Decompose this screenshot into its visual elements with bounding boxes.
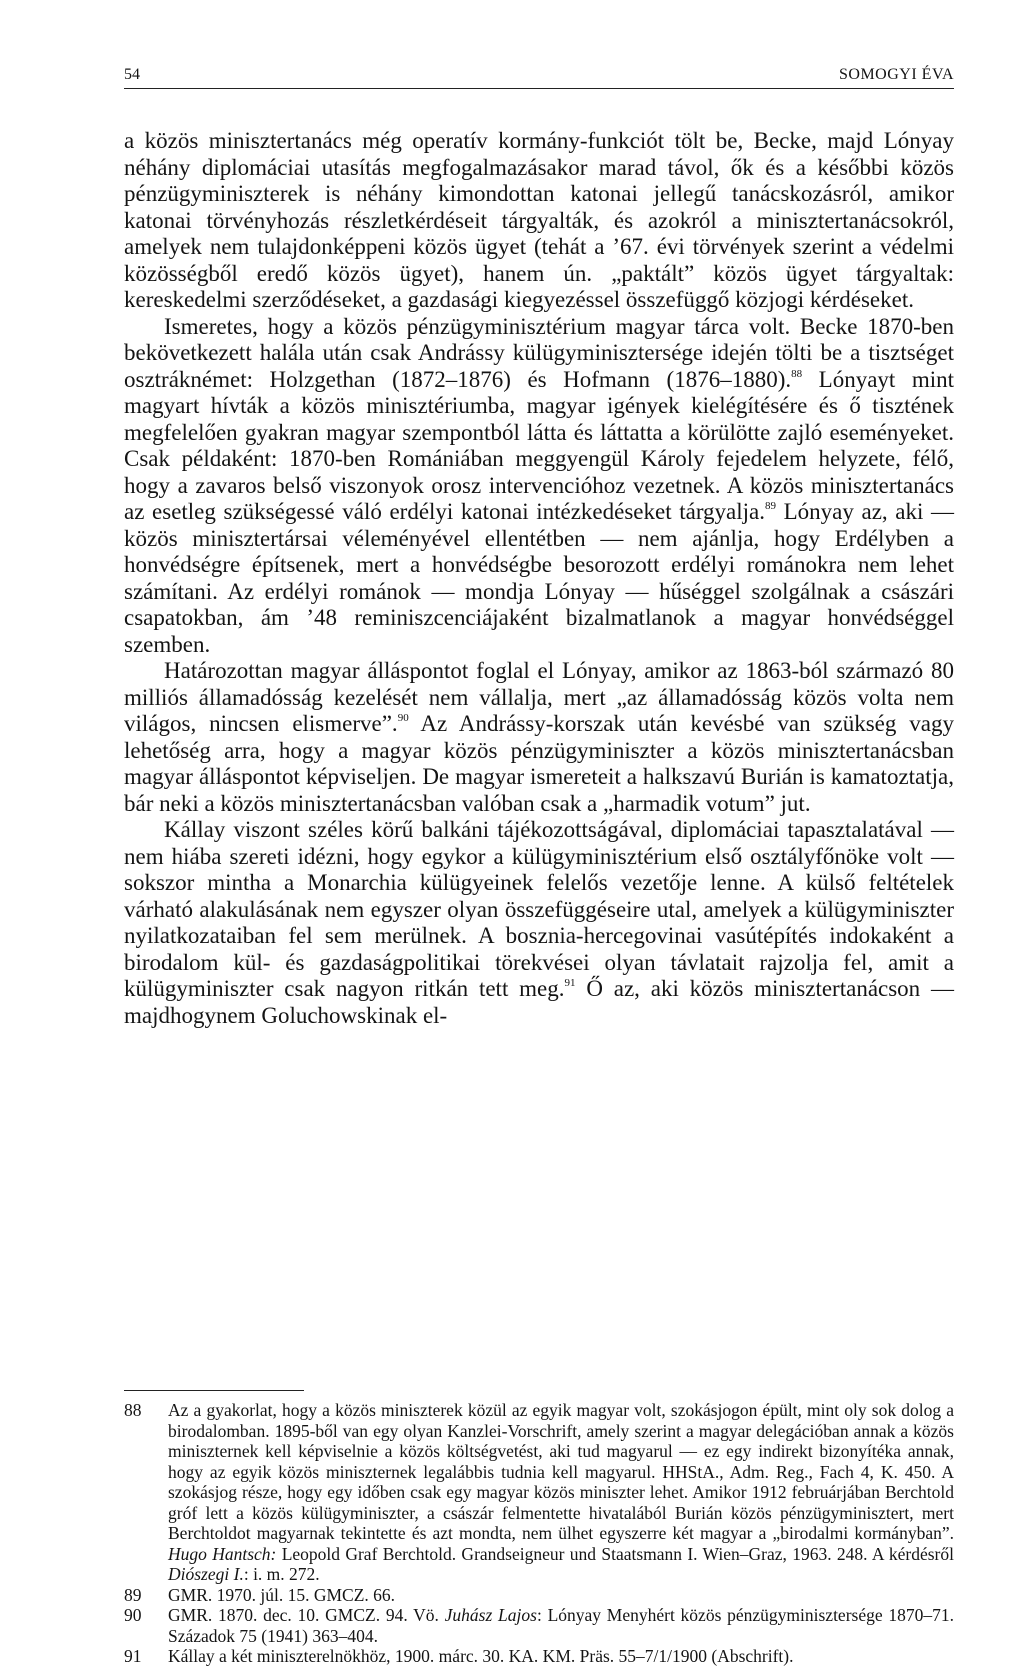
footnote-text: Kállay a két miniszterelnökhöz, 1900. márc. 30. KA. KM. Präs. 55–7/1/1900 (Abschrift). [168,1646,794,1666]
main-text [124,128,954,1029]
footnote-number: 89 [124,1584,142,1605]
paragraph-2-text-c: Lónyay az, aki — közös minisztertársai véleményével ellentétben — nem ajánlja, hogy Erdélyben a honvédségre építsenek, mert a honvédségbe besorozott erdélyi románokra nem lehet számítani. Az erdélyi románok — mondja Lónyay — hűséggel szolgálnak a császári csapatokban, ám ’48 reminiszcenciájaként bizalmatlanok a magyar honvédséggel szemben. [124,499,954,657]
footnote-ref-91: 91 [564,977,576,989]
footnote-88 [124,1400,954,1585]
footnote-italic-author: Juhász Lajos [444,1605,537,1625]
footnote-italic-author: Diószegi I. [168,1564,244,1584]
paragraph-3-text-b: Az Andrássy-korszak után kevésbé van szükség vagy lehetőség arra, hogy a magyar közös pénzügyminiszter a közös minisztertanácsban magyar álláspontot képviseljen. De magyar ismereteit a halkszavú Burián is kamatoztatja, bár neki a közös minisztertanácsban valóban csak a „harmadik votum” jut. [124,711,954,816]
footnote-italic-author: Hugo Hantsch: [168,1543,277,1564]
paragraph-2-text-a: Ismeretes, hogy a közös pénzügyminisztérium magyar tárca volt. Becke 1870-ben bekövetkezett halála után csak Andrássy külügyminisztersége idején tölti be a tisztséget osztráknémet: Holzgethan (1872–1876) és Hofmann (1876–1880). [124,313,954,392]
footnote-text: Az a gyakorlat, hogy a közös miniszterek közül az egyik magyar volt, szokásjogon épült, mint oly sok dolog a birodalomban. 1895-ből van egy olyan Kanzlei-Vorschrift, amely szerint a magyar delegációban annak a közös miniszternek kell képviselnie a közös költségvetést, aki tud magyarul — ez egy indirekt bizonyítéka annak, hogy az egyik közös miniszternek legalábbis tudnia kell magyarul. HHStA., Adm. Reg., Fach 4, K. 450. A szokásjog része, hogy egy időben csak egy magyar közös miniszter lehet. Amikor 1912 februárjában Berchtold gróf lett a közös külügyminiszter, a császár felmentette hivatalából Burián közös pénzügyminisztert, mert Berchtoldot magyarnak tekintette és azt mondta, nem ülhet egyszerre két magyar a „birodalmi kormányban”. [168,1400,954,1543]
paragraph-4-text-a: Kállay viszont széles körű balkáni tájékozottságával, diplomáciai tapasztalatával — nem hiába szereti idézni, hogy egykor a külügyminisztérium első osztályfőnöke volt — sokszor mintha a Monarchia külügyeinek felelős vezetője lenne. A külső feltételek várható alakulásának nem egyszer olyan összefüggéseire utal, amelyek a külügyminiszter nyilatkozataiban fel sem merülnek. A bosznia-hercegovinai vasútépítés indokaként a birodalom kül- és gazdaságpolitikai törekvései olyan távlatait rajzolja fel, amit a külügyminiszter csak nagyon ritkán tett meg. [124,817,954,1001]
running-header [124,62,954,89]
footnote-number: 90 [124,1605,142,1625]
footnotes [124,1400,954,1667]
paragraph-2-text-b: Lónyayt mint magyart hívták a közös minisztériumba, magyar igények kielégítésére és ő tisztének megfelelően gyakran magyar szempontból látta és láttatta a körülötte zajló eseményeket. Csak példaként: 1870-ben Romániában meggyengül Károly fejedelem helyzete, félő, hogy a zavaros belső viszonyok orosz intervencióhoz vezetnek. A közös minisztertanács az esetleg szükségessé váló erdélyi katonai intézkedéseket tárgyalja. [124,366,954,524]
footnote-text: : Lónyay Menyhért közös pénzügyminisztersége 1870–71. Századok 75 (1941) 363–404. [168,1605,954,1646]
footnote-ref-90: 90 [397,712,409,724]
paragraph-4 [124,817,954,1029]
footnote-text: GMR. 1870. dec. 10. GMCZ. 94. Vö. [168,1605,445,1625]
footnote-90 [124,1605,954,1646]
footnote-text: : i. m. 272. [243,1564,320,1584]
footnote-number: 88 [124,1400,142,1420]
footnote-89 [124,1585,954,1606]
paragraph-2 [124,314,954,659]
paragraph-4-text-b: Ő az, aki közös minisztertanácson — majdhogynem Goluchowskinak el- [124,976,954,1028]
footnote-number: 91 [124,1646,142,1666]
footnote-separator [124,1390,304,1391]
paragraph-1-text: a közös minisztertanács még operatív kormány-funkciót tölt be, Becke, majd Lónyay néhány diplomáciai utasítás megfogalmazásakor marad távol, ők és a későbbi közös pénzügyminiszterek is néhány kimondottan katonai jellegű tanácskozásról, amikor katonai törvényhozás részletkérdéseit tárgyalták, és azokról a minisztertanácsokról, amelyek nem tulajdonképpeni közös ügyet (tehát a ’67. évi törvények szerint a védelmi közösségből eredő közös ügyet), hanem ún. „paktált” közös ügyet tárgyaltak: kereskedelmi szerződéseket, a gazdasági kiegyezéssel összefüggő közjogi kérdéseket. [124,128,954,312]
running-author: SOMOGYI ÉVA [839,66,954,83]
footnote-ref-89: 89 [765,500,777,512]
footnote-text: GMR. 1970. júl. 15. GMCZ. 66. [168,1584,396,1605]
paragraph-3-text-a: Határozottan magyar álláspontot foglal el Lónyay, amikor az 1863-ból származó 80 milliós államadósság kezelését nem vállalja, mert „az államadósság közös volta nem világos, nincsen elismerve”. [124,658,954,736]
footnote-91 [124,1646,954,1667]
paragraph-3 [124,658,954,817]
paragraph-1 [124,128,954,314]
footnote-ref-88: 88 [791,367,803,380]
page-number: 54 [124,66,140,83]
footnote-text: Leopold Graf Berchtold. Grandseigneur und Staatsmann I. Wien–Graz, 1963. 248. A kérdésről [276,1543,954,1564]
